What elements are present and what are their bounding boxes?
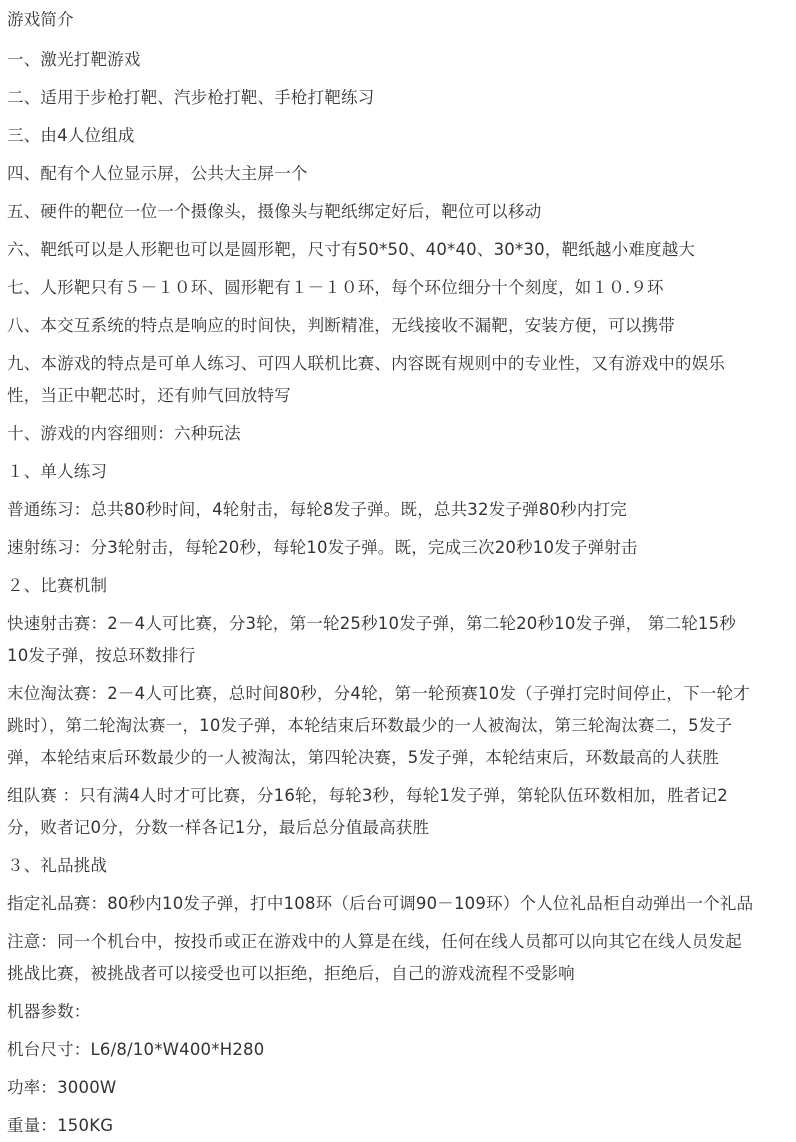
note-line-1: 注意：同一个机台中，按投币或正在游戏中的人算是在线，任何在线人员都可以向其它在线人员发起 — [7, 932, 742, 951]
gift-match: 指定礼品赛：80秒内10发子弹，打中108环（后台可调90－109环）个人位礼品柜自动弹出一个礼品 — [7, 894, 754, 913]
machine-weight: 重量：150KG — [7, 1116, 114, 1135]
note-line-2: 挑战比赛，被挑战者可以接受也可以拒绝，拒绝后，自己的游戏流程不受影响 — [7, 964, 575, 983]
item-4: 四、配有个人位显示屏，公共大主屏一个 — [7, 164, 308, 183]
item-2: 二、适用于步枪打靶、汽步枪打靶、手枪打靶练习 — [7, 88, 375, 107]
quick-match-line-2: 10发子弹，按总环数排行 — [7, 646, 196, 665]
item-9-line-2: 性，当正中靶芯时，还有帅气回放特写 — [7, 386, 291, 405]
quick-match-line-1: 快速射击赛：2－4人可比赛，分3轮，第一轮25秒10发子弹，第二轮20秒10发子弹， 第二轮15秒 — [7, 614, 737, 633]
doc-title: 游戏简介 — [7, 10, 74, 29]
team-match-line-2: 分，败者记0分，分数一样各记1分，最后总分值最高获胜 — [7, 818, 430, 837]
params-title: 机器参数： — [7, 1002, 91, 1021]
rapid-practice: 速射练习：分3轮射击，每轮20秒，每轮10发子弹。既，完成三次20秒10发子弹射击 — [7, 538, 638, 557]
item-9-line-1: 九、本游戏的特点是可单人练习、可四人联机比赛、内容既有规则中的专业性，又有游戏中的娱乐 — [7, 354, 726, 373]
machine-power: 功率：3000W — [7, 1078, 117, 1097]
elimination-line-1: 末位淘汰赛：2－4人可比赛，总时间80秒，分4轮，第一轮预赛10发（子弹打完时间停止，下一轮才 — [7, 684, 750, 703]
section-2-heading: ２、比赛机制 — [7, 576, 108, 595]
section-1-heading: １、单人练习 — [7, 462, 108, 481]
item-7: 七、人形靶只有５－１０环、圆形靶有１－１０环，每个环位细分十个刻度，如１０.９环 — [7, 278, 664, 297]
team-match-line-1: 组队赛 ：只有满4人时才可比赛，分16轮，每轮3秒，每轮1发子弹，第轮队伍环数相加，胜者记2 — [7, 786, 728, 805]
normal-practice: 普通练习：总共80秒时间，4轮射击，每轮8发子弹。既，总共32发子弹80秒内打完 — [7, 500, 627, 519]
elimination-line-3: 弹，本轮结束后环数最少的一人被淘汰，第四轮决赛，5发子弹，本轮结束后，环数最高的人获胜 — [7, 748, 720, 767]
section-3-heading: ３、礼品挑战 — [7, 856, 108, 875]
item-3: 三、由4人位组成 — [7, 126, 135, 145]
elimination-line-2: 跳时），第二轮淘汰赛一，10发子弹，本轮结束后环数最少的一人被淘汰，第三轮淘汰赛二，5发子 — [7, 716, 733, 735]
machine-size: 机台尺寸：L6/8/10*W400*H280 — [7, 1040, 265, 1059]
item-8: 八、本交互系统的特点是响应的时间快，判断精准，无线接收不漏靶，安装方便，可以携带 — [7, 316, 675, 335]
item-10: 十、游戏的内容细则：六种玩法 — [7, 424, 241, 443]
item-5: 五、硬件的靶位一位一个摄像头，摄像头与靶纸绑定好后，靶位可以移动 — [7, 202, 542, 221]
item-1: 一、激光打靶游戏 — [7, 50, 141, 69]
item-6: 六、靶纸可以是人形靶也可以是圆形靶，尺寸有50*50、40*40、30*30，靶纸越小难度越大 — [7, 240, 696, 259]
